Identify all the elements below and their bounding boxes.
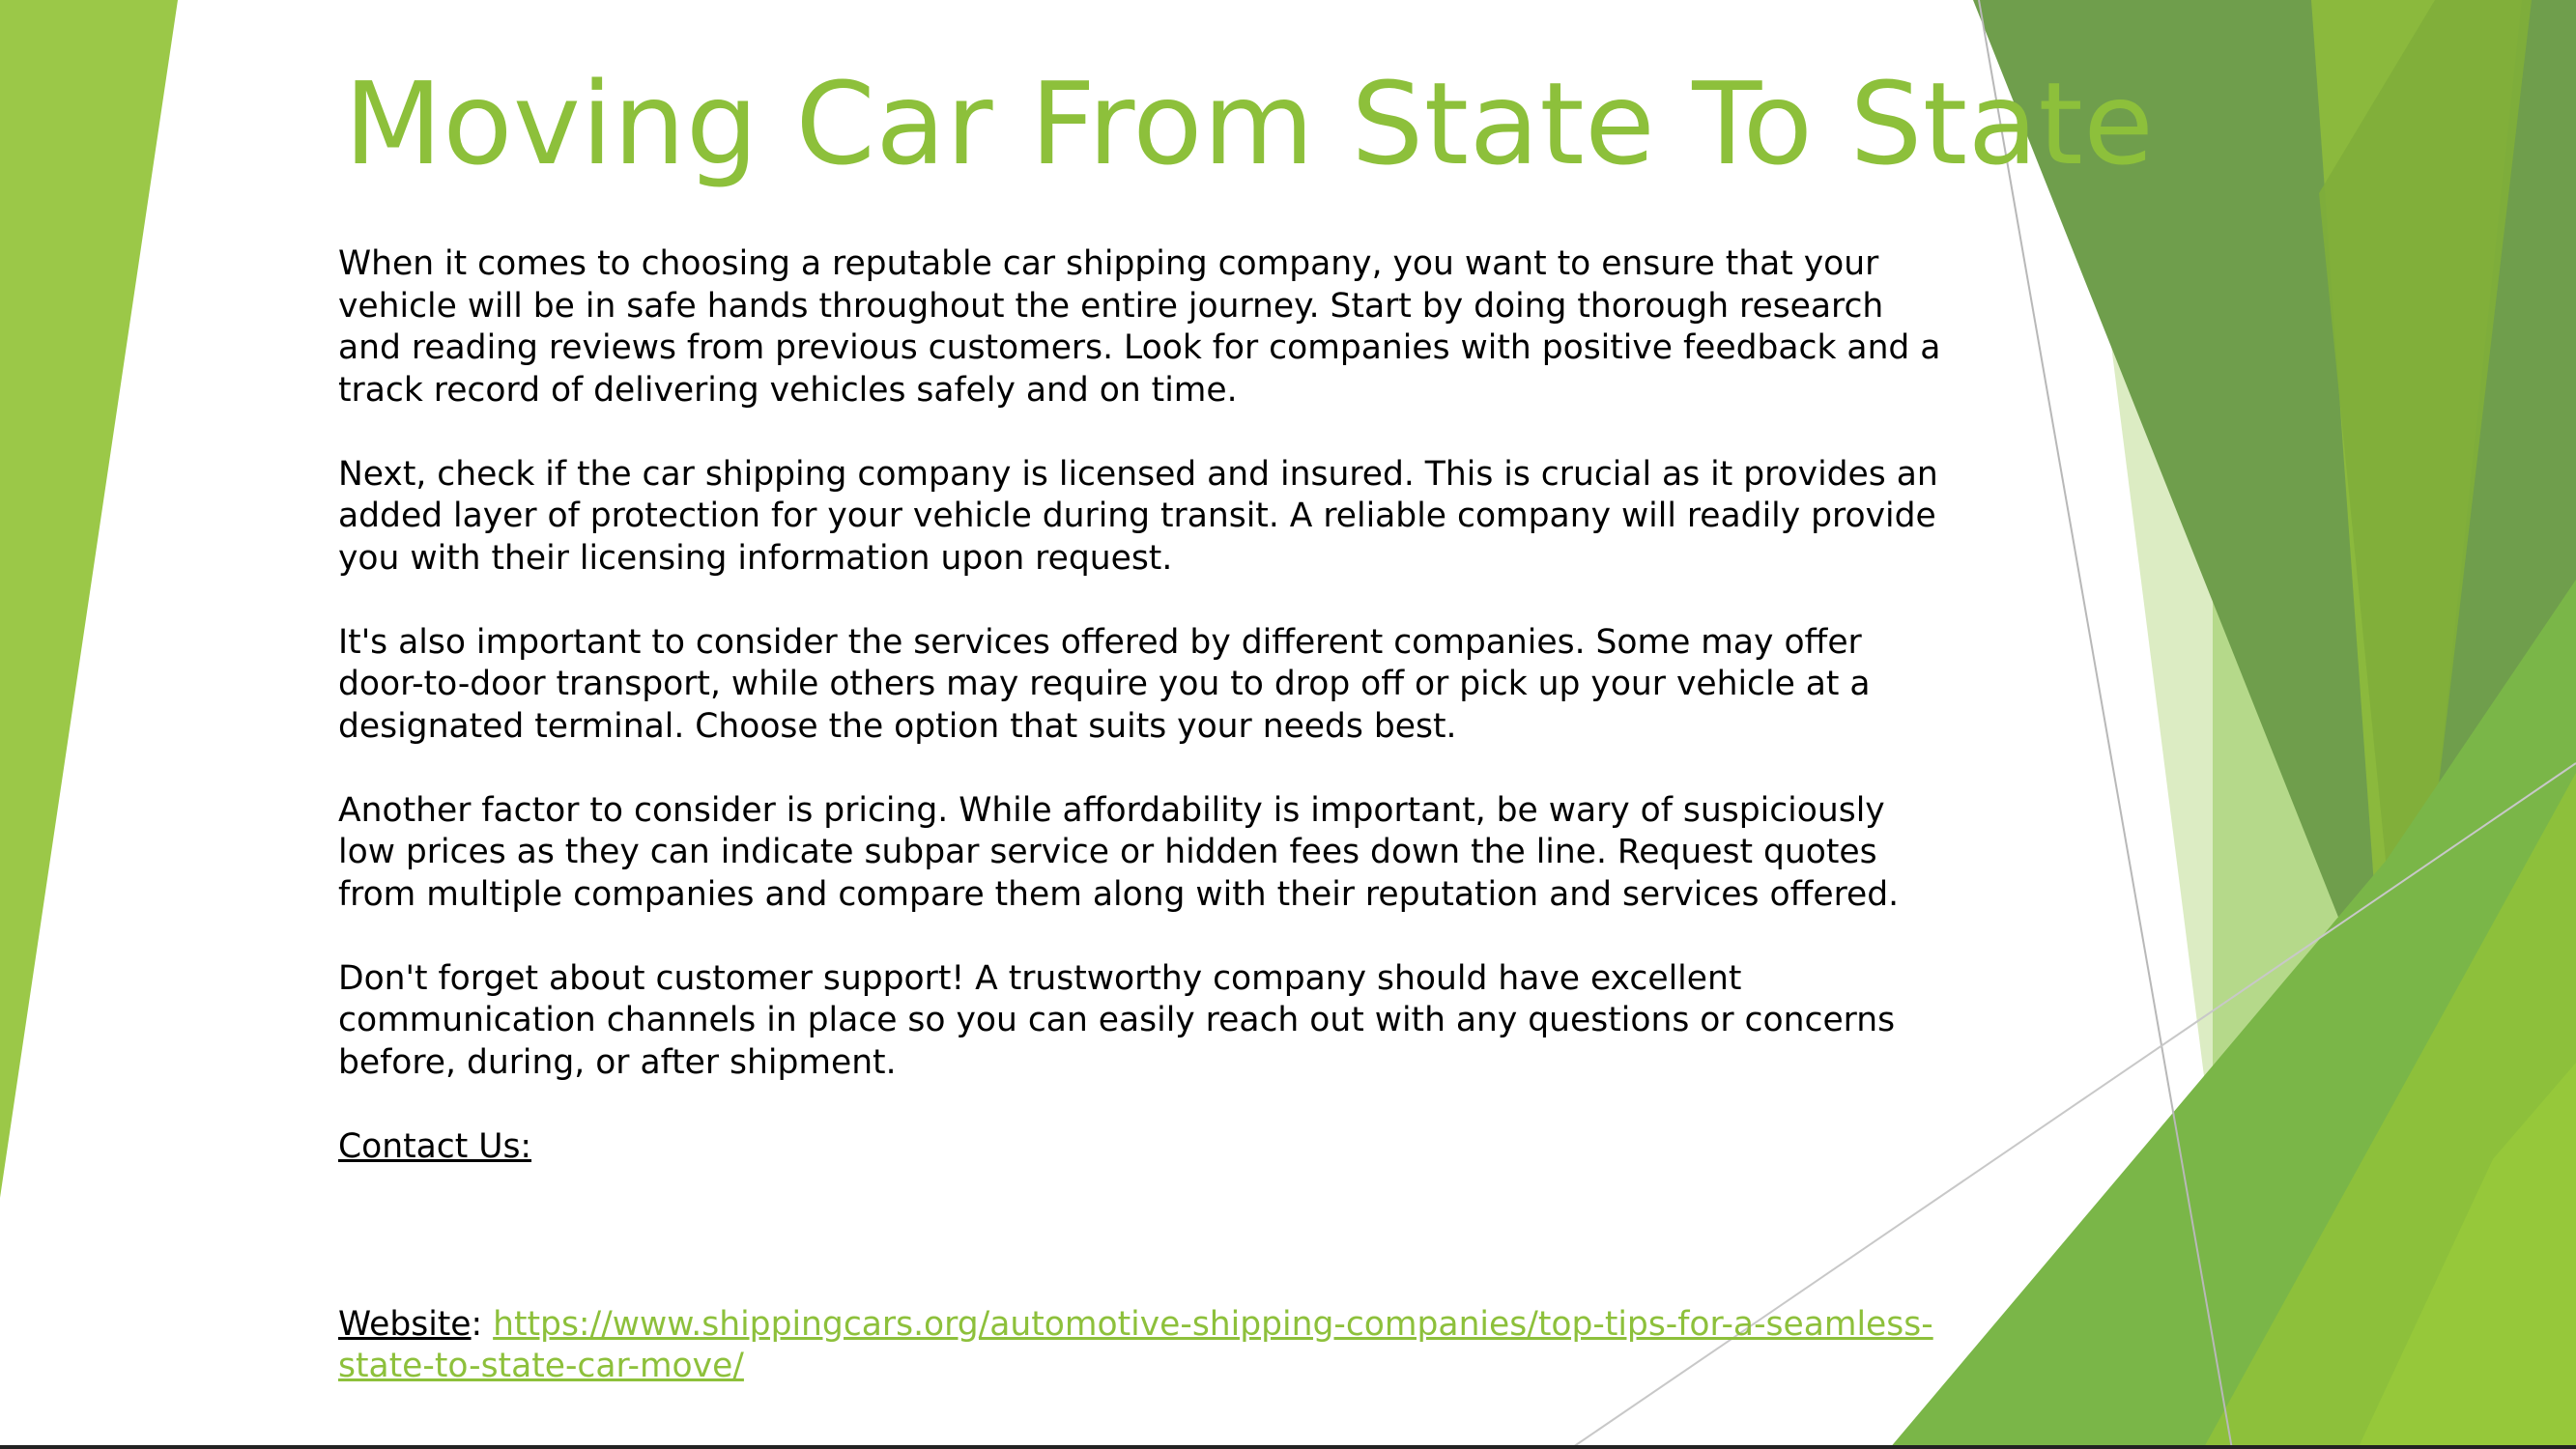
website-label: Website: [338, 1304, 472, 1344]
website-separator: :: [471, 1304, 494, 1344]
paragraph-company-research: When it comes to choosing a reputable car shipping company, you want to ensure that your vehicle will be in safe hands throughout the entire journey. Start by doing thorough research and reading reviews from previous customers. Look for companies with positive feedback and a track record of delivering vehicles safely and on time.: [338, 244, 1941, 410]
contact-heading: Contact Us:: [338, 1126, 532, 1166]
contact-spacer: [338, 1210, 1947, 1304]
bottom-rule: [0, 1445, 2576, 1449]
slide-body: [338, 243, 1947, 1430]
paragraph-customer-support: Don't forget about customer support! A trustworthy company should have excellent communication channels in place so you can easily reach out with any questions or concerns before, during, or after shipment.: [338, 958, 1896, 1082]
slide-title: Moving Car From State To State: [344, 57, 2155, 190]
website-line: [338, 1304, 1947, 1388]
paragraph-licensing: Next, check if the car shipping company is licensed and insured. This is crucial as it provides an added layer of protection for your vehicle during transit. A reliable company will readily provide you with their licensing information upon request.: [338, 454, 1938, 578]
left-green-wedge: [0, 0, 178, 1198]
paragraph-pricing: Another factor to consider is pricing. While affordability is important, be wary of suspiciously low prices as they can indicate subpar service or hidden fees down the line. Request quotes from multiple companies and compare them along with their reputation and services offered.: [338, 790, 1900, 914]
paragraph-services: It's also important to consider the services offered by different companies. Some may offer door-to-door transport, while others may require you to drop off or pick up your vehicle at a designated terminal. Choose the option that suits your needs best.: [338, 622, 1871, 746]
website-link[interactable]: https://www.shippingcars.org/automotive-shipping-companies/top-tips-for-a-seamless-state-to-state-car-move/: [338, 1304, 1933, 1385]
